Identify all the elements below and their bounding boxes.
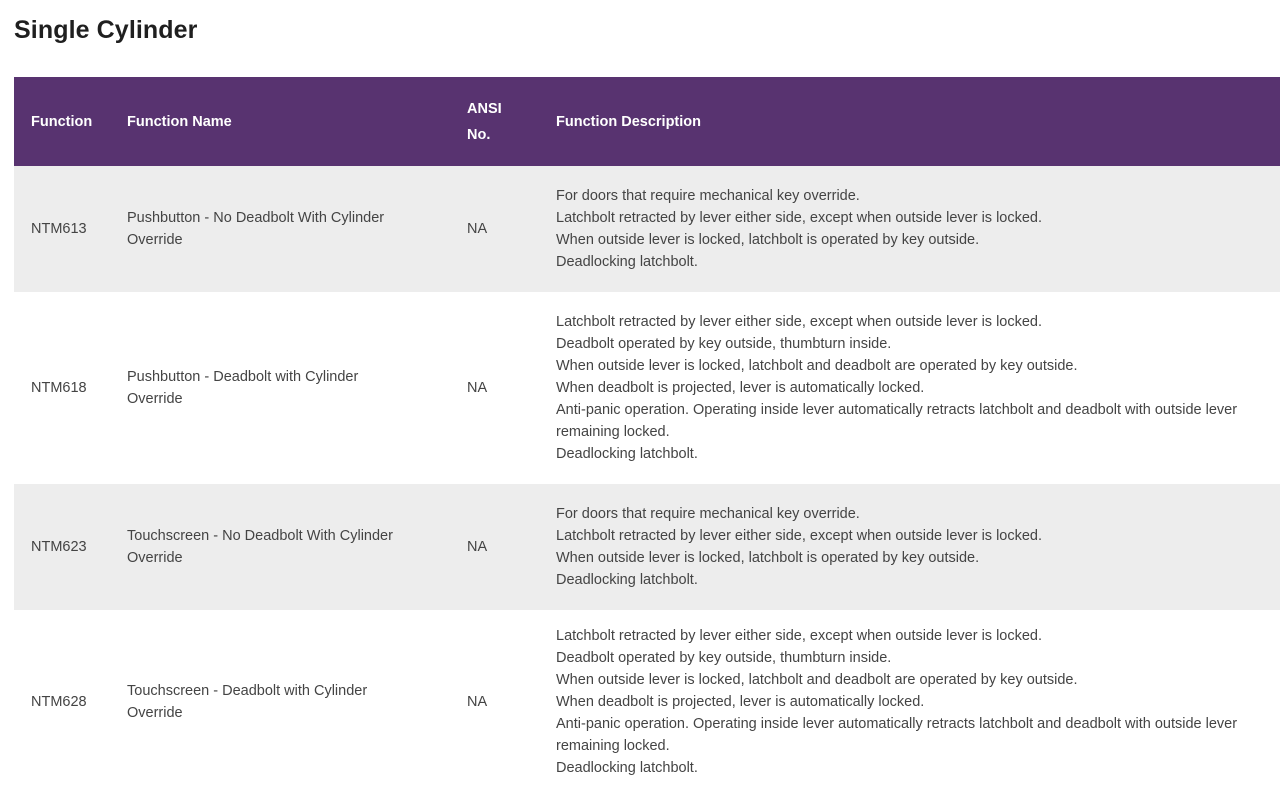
table-row: [14, 292, 1280, 484]
description-line: When outside lever is locked, latchbolt and deadbolt are operated by key outside.: [556, 672, 1078, 688]
description-line: When outside lever is locked, latchbolt is operated by key outside.: [556, 232, 980, 248]
header-ansi-line1: ANSI: [467, 100, 502, 117]
description-line: For doors that require mechanical key override.: [556, 506, 860, 522]
description-line: When outside lever is locked, latchbolt and deadbolt are operated by key outside.: [556, 358, 1078, 374]
cell-function-name: Pushbutton - Deadbolt with Cylinder Override: [127, 369, 359, 407]
description-line: Latchbolt retracted by lever either side, except when outside lever is locked.: [556, 628, 1043, 644]
header-function: Function: [31, 113, 93, 130]
description-line: When outside lever is locked, latchbolt is operated by key outside.: [556, 550, 980, 566]
description-line: When deadbolt is projected, lever is automatically locked.: [556, 380, 925, 396]
description-line: Deadlocking latchbolt.: [556, 446, 698, 462]
cell-function-name: Touchscreen - No Deadbolt With Cylinder Override: [127, 528, 393, 566]
description-line: Anti-panic operation. Operating inside lever automatically retracts latchbolt and deadbolt with outside lever remaining locked.: [556, 402, 1238, 440]
cell-function-code: NTM623: [31, 539, 87, 555]
cell-function-name: Pushbutton - No Deadbolt With Cylinder Override: [127, 210, 385, 248]
description-line: When deadbolt is projected, lever is automatically locked.: [556, 694, 925, 710]
cell-ansi-no: NA: [467, 380, 488, 396]
cell-function-description: [539, 292, 1280, 484]
cell-function-code: NTM618: [31, 380, 87, 396]
header-function-name: Function Name: [127, 113, 232, 130]
cell-function-description: [539, 166, 1280, 292]
description-line: Latchbolt retracted by lever either side, except when outside lever is locked.: [556, 314, 1043, 330]
header-ansi-line2: No.: [467, 126, 491, 143]
cell-ansi-no: NA: [467, 694, 488, 710]
header-function-description: Function Description: [556, 113, 701, 130]
description-line: Deadlocking latchbolt.: [556, 254, 698, 270]
description-line: Deadlocking latchbolt.: [556, 760, 698, 776]
table-row: [14, 484, 1280, 610]
description-line: Deadlocking latchbolt.: [556, 572, 698, 588]
cell-ansi-no: NA: [467, 221, 488, 237]
table-body: [14, 166, 1280, 794]
table-header: [14, 77, 1280, 166]
description-line: For doors that require mechanical key override.: [556, 188, 860, 204]
cell-function-description: [539, 610, 1280, 794]
cell-function-description: [539, 484, 1280, 610]
table-row: [14, 166, 1280, 292]
cell-function-code: NTM613: [31, 221, 87, 237]
functions-table: [14, 77, 1280, 794]
cell-function-name: Touchscreen - Deadbolt with Cylinder Override: [127, 683, 368, 721]
header-ansi-no: [445, 77, 539, 166]
cell-function-code: NTM628: [31, 694, 87, 710]
page-title: Single Cylinder: [14, 16, 198, 44]
header-row: [14, 77, 1280, 166]
description-line: Latchbolt retracted by lever either side, except when outside lever is locked.: [556, 210, 1043, 226]
description-line: Latchbolt retracted by lever either side, except when outside lever is locked.: [556, 528, 1043, 544]
description-line: Anti-panic operation. Operating inside lever automatically retracts latchbolt and deadbolt with outside lever remaining locked.: [556, 716, 1238, 754]
cell-ansi-no: NA: [467, 539, 488, 555]
description-line: Deadbolt operated by key outside, thumbturn inside.: [556, 650, 892, 666]
table-row: [14, 610, 1280, 794]
description-line: Deadbolt operated by key outside, thumbturn inside.: [556, 336, 892, 352]
